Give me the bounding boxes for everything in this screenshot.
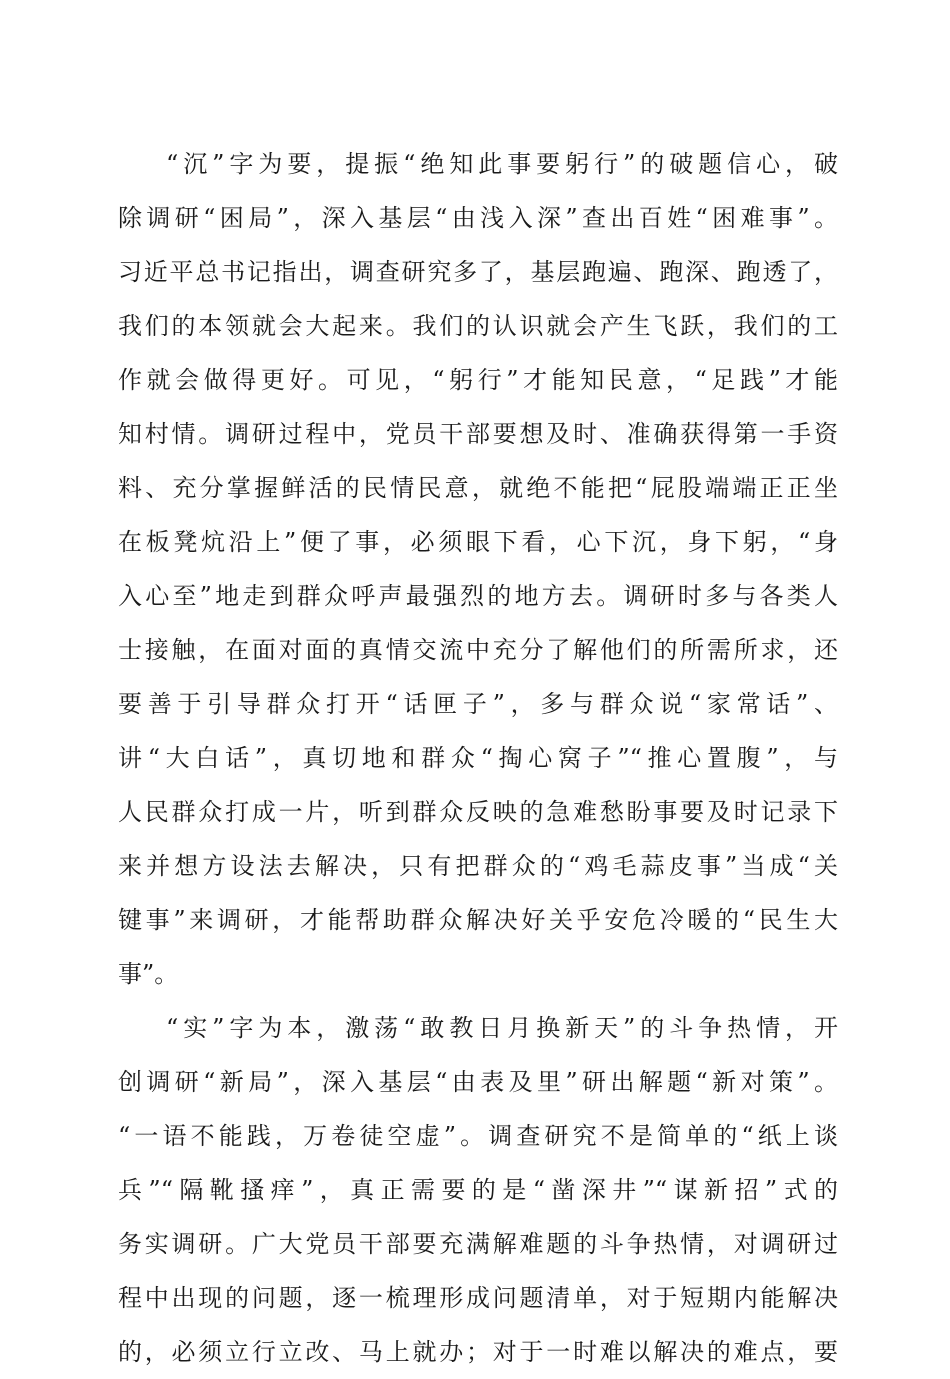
paragraph-2 xyxy=(118,1001,838,1379)
text-line: 人民群众打成一片，听到群众反映的急难愁盼事要及时记录下 xyxy=(118,798,838,826)
text-line: 士接触，在面对面的真情交流中充分了解他们的所需所求，还 xyxy=(118,636,838,664)
text-line: 知村情。调研过程中，党员干部要想及时、准确获得第一手资 xyxy=(118,420,838,448)
text-line: 来并想方设法去解决，只有把群众的“鸡毛蒜皮事”当成“关 xyxy=(118,852,838,880)
text-line: 我们的本领就会大起来。我们的认识就会产生飞跃，我们的工 xyxy=(118,312,838,340)
text-line: 料、充分掌握鲜活的民情民意，就绝不能把“屁股端端正正坐 xyxy=(118,474,838,502)
document-body xyxy=(118,137,838,1379)
text-line: “沉”字为要，提振“绝知此事要躬行”的破题信心，破 xyxy=(166,150,838,178)
text-line: 程中出现的问题，逐一梳理形成问题清单，对于短期内能解决 xyxy=(118,1284,838,1312)
text-line: “一语不能践，万卷徒空虚”。调查研究不是简单的“纸上谈 xyxy=(118,1122,838,1150)
text-line: 键事”来调研，才能帮助群众解决好关乎安危冷暖的“民生大 xyxy=(118,906,838,934)
text-line: 创调研“新局”，深入基层“由表及里”研出解题“新对策”。 xyxy=(118,1068,838,1096)
text-line: 事”。 xyxy=(118,960,179,988)
text-line: 入心至”地走到群众呼声最强烈的地方去。调研时多与各类人 xyxy=(118,582,838,610)
text-line: 在板凳炕沿上”便了事，必须眼下看，心下沉，身下躬，“身 xyxy=(118,528,838,556)
text-line: 的，必须立行立改、马上就办；对于一时难以解决的难点，要 xyxy=(118,1338,838,1366)
text-line: 务实调研。广大党员干部要充满解难题的斗争热情，对调研过 xyxy=(118,1230,838,1258)
text-line: 习近平总书记指出，调查研究多了，基层跑遍、跑深、跑透了， xyxy=(118,258,838,286)
paragraph-1 xyxy=(118,137,838,1001)
text-line: 作就会做得更好。可见，“躬行”才能知民意，“足践”才能 xyxy=(118,366,838,394)
text-line: 兵”“隔靴搔痒”，真正需要的是“凿深井”“谋新招”式的 xyxy=(118,1176,838,1204)
text-line: 要善于引导群众打开“话匣子”，多与群众说“家常话”、 xyxy=(118,690,838,718)
text-line: 讲“大白话”，真切地和群众“掏心窝子”“推心置腹”，与 xyxy=(118,744,838,772)
text-line: 除调研“困局”，深入基层“由浅入深”查出百姓“困难事”。 xyxy=(118,204,838,232)
text-line: “实”字为本，激荡“敢教日月换新天”的斗争热情，开 xyxy=(166,1014,838,1042)
